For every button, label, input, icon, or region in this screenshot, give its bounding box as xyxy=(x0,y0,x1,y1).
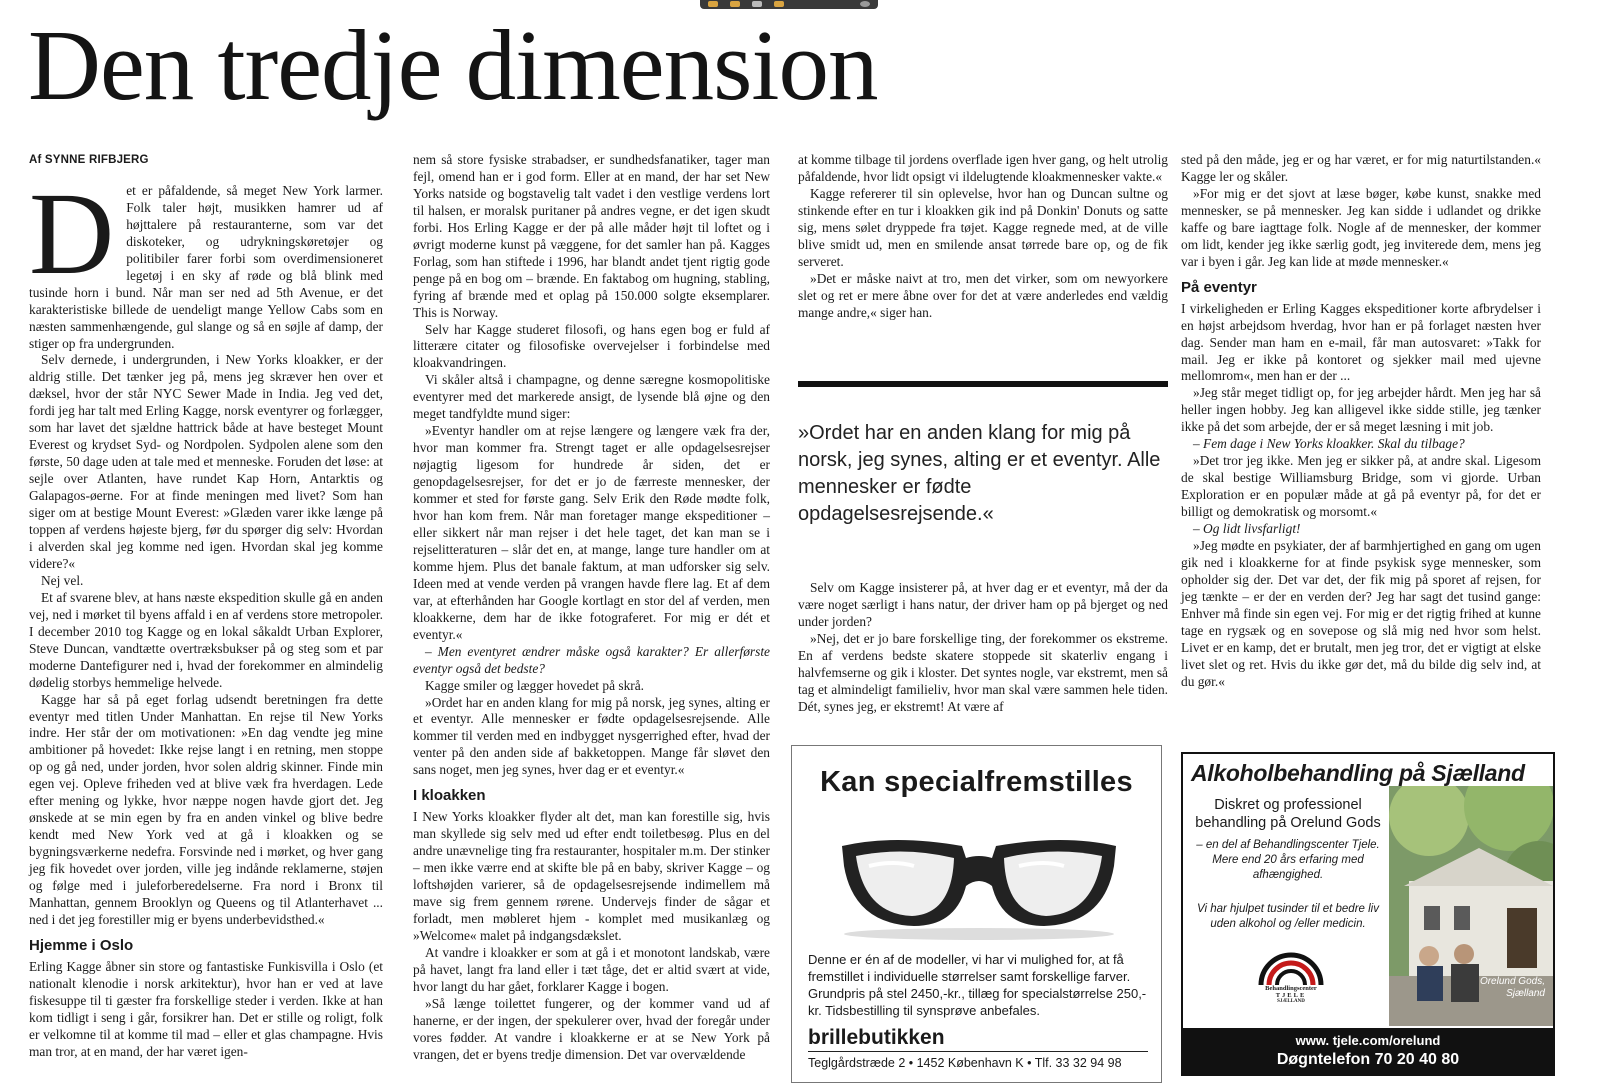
paragraph: »Jeg står meget tidligt op, for jeg arbejder hårdt. Men jeg har så heller ingen hobby. Jeg kan alligevel ikke sidde stille, jeg tænker ikke på det som arbejde, der er så meget læsning i mit job. xyxy=(1181,385,1541,435)
paragraph: Selv har Kagge studeret filosofi, og hans egen bog er fuld af litterære citater og filosofiske overvejelser i forbindelse med kloakvandringen. xyxy=(413,321,770,371)
paragraph: »Jeg mødte en psykiater, der af barmhjertighed en gang om ugen gik ned i kloakkerne for at finde psykisk syge mennesker, som opholder sig der. Det var det, der fik mig på sporet af rejsen, for jeg tænkte – er der en verden der? Jeg har sagt det tusind gange: Enhver må finde sin egen vej. For mig er det rigtig frihed at kunne tage en rygsæk og en sovepose og slå mig ned hvor som helst. Livet er en kamp, det er brutalt, men jeg tror, det er vigtigt at elske livet slet og ret. Hvis du ikke gør det, må du bilde dig selv ind, at du gør.« xyxy=(1181,538,1541,689)
dropcap: D xyxy=(29,167,115,299)
paragraph: Vi skåler altså i champagne, og denne særegne kosmopolitiske eventyrer med det markerede ansigt, de lysende blå øjne og den meget tandfyldte mund siger: xyxy=(413,372,770,422)
pullquote-rule xyxy=(798,381,1168,387)
ad-title: Alkoholbehandling på Sjælland xyxy=(1191,760,1525,786)
paragraph: »Ordet har en anden klang for mig på norsk, jeg synes, alting er et eventyr. Alle mennesker er fødte opdagelsesrejsende. Alle kommer til verden med en indbygget nysgerrighed efter, hvad der venter på den anden side af bakketoppen. Mange får sløvet den sans noget, men jeg synes, hver dag er et eventyr.« xyxy=(413,694,770,778)
paragraph: I New Yorks kloakker flyder alt det, man kan forestille sig, hvis man skyllede sig selv med ud efter endt toiletbesøg. Plus en del andre unævnelige ting fra restauranter, hospitaler m.m. Der stinker – men ikke værre end at skifte ble på en baby, skriver Kagge – og loftshøjden varierer, så de opdagelsesrejsende indimellem må mave sig frem gennem rørene. Undervejs finder de sågar et forladt, men møbleret hjem - komplet med musikanlæg og »Welcome« malet på indgangsdækslet. xyxy=(413,809,770,943)
paragraph: At vandre i kloakker er som at gå i et monotont landskab, være på havet, langt fra land eller i tæt tåge, det er altid svært at vide, hvor langt du har gået, forklarer Kagge i bogen. xyxy=(413,944,770,994)
article-column-3-bottom xyxy=(798,580,1168,716)
ad-title: Kan specialfremstilles xyxy=(820,766,1133,798)
ad-address: Teglgårdstræde 2 • 1452 København K • Tlf. 33 32 94 98 xyxy=(808,1056,1122,1070)
paragraph: Erling Kagge åbner sin store og fantastiske Funkisvilla i Oslo (et nationalt klenodie i norsk arkitektur), hvor han er ved at lave fiskesuppe til ti gæster fra forskellige steder i verden. Ikke at han kom tidligt i seng i går, forsikrer han. Det er stille og roligt, folk er velkomne til at komme til mad – eller et glas champagne. Hvis man tror, at en mand, der har været igen- xyxy=(29,958,383,1059)
ad-subtitle: Diskret og professionel behandling på Orelund Gods xyxy=(1195,797,1381,831)
ad-url-link[interactable]: www. tjele.com/orelund xyxy=(1295,1033,1441,1048)
paragraph: »Det tror jeg ikke. Men jeg er sikker på, at andre skal. Ligesom de skal bestige Williamsburg Bridge, som vi gjorde. Urban Exploration er en populær måde at gå på eventyr på, for det er billigt og demokratisk og morsomt.« xyxy=(1181,453,1541,520)
ad-phone: Døgntelefon 70 20 40 80 xyxy=(1276,1051,1460,1068)
logo-text: Behandlingscenter xyxy=(1265,985,1317,992)
paragraph: »Nej, det er jo bare forskellige ting, der forekommer os ekstreme. En af verdens bedste skatere stoppede sit skaterliv engang i halvfemserne og gik i kloster. Det syntes nogle, var ekstremt, men så tag et almindeligt familieliv, hvor man skal være sammen hele tiden. Dét, synes jeg, er ekstremt! At være af xyxy=(798,630,1168,714)
article-column-1 xyxy=(29,152,383,1061)
paragraph: sted på den måde, jeg er og har været, er for mig naturtilstanden.« Kagge ler og skåler. xyxy=(1181,152,1541,184)
paragraph: »For mig er det sjovt at læse bøger, købe kunst, snakke med mennesker, se på mennesker. Jeg kan sidde i udlandet og drikke kaffe og bare iagttage folk. Nogle af de mennesker, der kommer om lidt, kender jeg ikke særlig godt, jeg inviterede dem, mens jeg var i byen i går. Jeg kan lide at møde mennesker.« xyxy=(1181,185,1541,269)
ad-footer xyxy=(1183,1028,1553,1074)
paragraph: Kagge har så på eget forlag udsendt beretningen fra dette eventyr med titlen Under Manhattan. En rejse til New Yorks indre. Her står der om motivationen: »En dag vendte jeg mine ambitioner på hovedet: Ikke rejse langt i en retning, men stoppe op og gå ned, under jorden, hvor solen aldrig skinner. Finde min egen vej. Opleve friheden ved at blive væk fra hverdagen. Lede efter mening og lykke, hvor næppe nogen havde gjort det. Jeg ønskede at se min egen by fra en anden vinkel og blive bedre kendt med New York ved at gå i kloakken og se bygningsværkerne nedefra. Forsvinde ned i mørket, og hver gang jeg fik hovedet over jorden, ville jeg indånde reklamerne, støjen og følge med i juleforberedelserne. Fra nord i Bronx til Manhattan, gennem Brooklyn og Queens og til Atlanterhavet ... ned i det jeg forestiller mig er byens underbevidsthed.« xyxy=(29,691,383,927)
paragraph: Et af svarene blev, at hans næste ekspedition skulle gå en anden vej, ned i mørket til byens affald i en af verdens store metropoler. I december 2010 tog Kagge og en lokal såkaldt Urban Explorer, Steve Duncan, vandtætte overtræksbukser på og steg som et par moderne Dantefigurer ned i, hvad der forekommer en almindelig dødelig storbys hemmelige helvede. xyxy=(29,589,383,690)
paragraph: Selv om Kagge insisterer på, at hver dag er et eventyr, må der da være noget særligt i hans natur, der driver ham op på bjerget og ned under jorden? xyxy=(798,580,1168,629)
pullquote: »Ordet har en anden klang for mig på norsk, jeg synes, alting er et eventyr. Alle mennesker er fødte opdagelsesrejsende.« xyxy=(798,422,1161,525)
logo-text: TJELE xyxy=(1275,992,1307,999)
logo-text: SJÆLLAND xyxy=(1277,999,1305,1004)
paragraph: at komme tilbage til jordens overflade igen hver gang, og helt utrolig påfaldende, hvor lidt opsigt vi ildelugtende kloakmennesker vakte.« xyxy=(798,152,1168,184)
paragraph: Kagge refererer til sin oplevelse, hvor han og Duncan sultne og stinkende efter en tur i kloakken gik ind på Donkin' Donuts og satte sig, mens sølet dryppede fra tøjet. Kagge regnede med, at de ville blive smidt ud, men en smilende ansat tørrede bare op, og de fik serveret. xyxy=(798,185,1168,269)
subheading: I kloakken xyxy=(413,787,486,805)
byline: Af SYNNE RIFBJERG xyxy=(29,154,149,166)
article-column-4 xyxy=(1181,152,1541,691)
paragraph: et er påfaldende, så meget New York larmer. Folk taler højt, musikken hamrer ud af højttalere på restauranterne, som var det diskoteker, og udrykningskøretøjer og politibiler farer forbi som overdimensioneret legetøj i en sky af røde og blå blink med tusinde horn i bund. Når man ser ned ad 5th Avenue, er det karakteristiske billede de uendeligt mange Yellow Cabs som en næsten sammenhængende, gul slange og så en søjle af damp, der stiger op fra undergrunden. xyxy=(29,182,383,351)
tjele-logo xyxy=(1256,951,1326,1005)
interview-question: – Fem dage i New Yorks kloakker. Skal du tilbage? xyxy=(1193,436,1465,452)
article-column-3-top xyxy=(798,152,1168,322)
interview-question: – Og lidt livsfarligt! xyxy=(1193,521,1301,537)
paragraph: Selv dernede, i undergrunden, i New Yorks kloakker, er der aldrig stille. Det tænker jeg på, mens jeg skræver hen over et dæksel, hvor der står NYC Sewer Made in India. Jeg ved det, fordi jeg har talt med Erling Kagge, norsk eventyrer og forlægger, som har lavet det sjældne hattrick både at have besteget Mount Everest og krydset Syd- og Nordpolen. Sydpolen alene som den første, 50 dage uden at tale med et menneske. Foruden det løse: at sejle over Atlanten, have rundet Kap Horn, Antarktis og Galapagos-øerne. For at finde meningen med livet? Som han siger om at bestige Mount Everest: »Glæden varer ikke længe på toppen af verdens højeste bjerg, før du spørger dig selv: Hvordan i alverden skal jeg komme ned igen. Hvordan skal jeg komme videre?« xyxy=(29,352,383,571)
glasses-icon xyxy=(834,826,1124,941)
arch-icon xyxy=(1256,951,1326,985)
paragraph: Kagge smiler og lægger hovedet på skrå. xyxy=(425,677,645,693)
ad-tagline: Vi har hjulpet tusinder til et bedre liv uden alkohol og /eller medicin. xyxy=(1197,903,1379,930)
alcohol-treatment-advertisement[interactable] xyxy=(1181,752,1555,1076)
ad-tagline: – en del af Behandlingscenter Tjele. Mere end 20 års erfaring med afhængighed. xyxy=(1196,839,1380,881)
interview-question: – Men eventyret ændrer måske også karakter? Er allerførste eventyr også det bedste? xyxy=(413,643,770,676)
paragraph: Nej vel. xyxy=(41,572,84,588)
paragraph: nem så store fysiske strabadser, er sundhedsfanatiker, tager man fejl, omend han er i god form. Eller at en mand, der har set New Yorks natside og bogstavelig talt vadet i den vestlige verdens lort til halsen, er moralsk puritaner på andres vegne, er det igen skudt forbi. Hos Erling Kagge er der på alle måder højt til loftet og i øvrigt moderne kunst på væggene, for det samler han på. Kagges Forlag, som han stiftede i 1996, har blandt andet tjent rigtig gode penge på en bog om – brænde. En faktabog om hugning, stabling, fyring af brænde med et oplag på 150.000 solgte eksemplarer. This is Norway. xyxy=(413,152,770,320)
paragraph: »Så længe toilettet fungerer, og der kommer vand ud af hanerne, er der ingen, der spekulerer over, hvad der foregår under vores fødder. At vandre i kloakkerne er at se New York på vrangen, det er byens tredje dimension. Det var overvældende xyxy=(413,995,770,1062)
headline: Den tredje dimension xyxy=(28,9,878,121)
ad-brand: brillebutikken xyxy=(808,1026,1148,1052)
subheading: På eventyr xyxy=(1181,278,1257,296)
subheading: Hjemme i Oslo xyxy=(29,936,134,954)
paragraph: I virkeligheden er Erling Kagges ekspeditioner korte afbrydelser i en højst arbejdsom hverdag, hvor han er på forlaget næsten hver dag. Sender man ham en e-mail, får man autosvaret: »Takk for mail. Jeg er ikke på kontoret og sjekker mail med ujevne mellomrom«, men han er der ... xyxy=(1181,300,1541,384)
paragraph: »Det er måske naivt at tro, men det virker, som om newyorkere slet og ret er mere åbne over for det at være anderledes end vældig mange andre,« siger han. xyxy=(798,270,1168,320)
ad-body: Denne er én af de modeller, vi har vi mulighed for, at få fremstillet i individuelle størrelser samt forskellige farver. Grundpris på stel 2450,-kr., tillæg for specialstørrelse 250,- kr. Tidsbestilling til synsprøve anbefales. xyxy=(808,952,1147,1018)
photo-caption: Orelund Gods, Sjælland xyxy=(1479,976,1545,999)
article-column-2 xyxy=(413,152,770,1064)
paragraph: »Eventyr handler om at rejse længere og længere væk fra der, hvor man kommer fra. Strengt taget er alle opdagelsesrejser nøjagtig ligesom for hundrede år siden, det er genopdagelsesrejser, for det er jo de færreste mennesker, der kommer et sted for første gang. Selv Erik den Røde mødte folk, hvor han kom frem. Når man foretager mange ekspeditioner – eller sikkert når man rejser i det hele taget, det kan man se i rejselitteraturen – slår det en, at mange, lange ture handler om at komme hjem. Plus det banale faktum, at man udforsker sig selv. Ideen med at vende verden på vrangen havde flere lag. Et af dem var, at efterhånden har Google kortlagt en stor del af verden, men kloakkerne, dem har de ikke fotograferet. For mig er dét et eventyr.« xyxy=(413,423,770,642)
glasses-advertisement[interactable] xyxy=(791,745,1162,1083)
